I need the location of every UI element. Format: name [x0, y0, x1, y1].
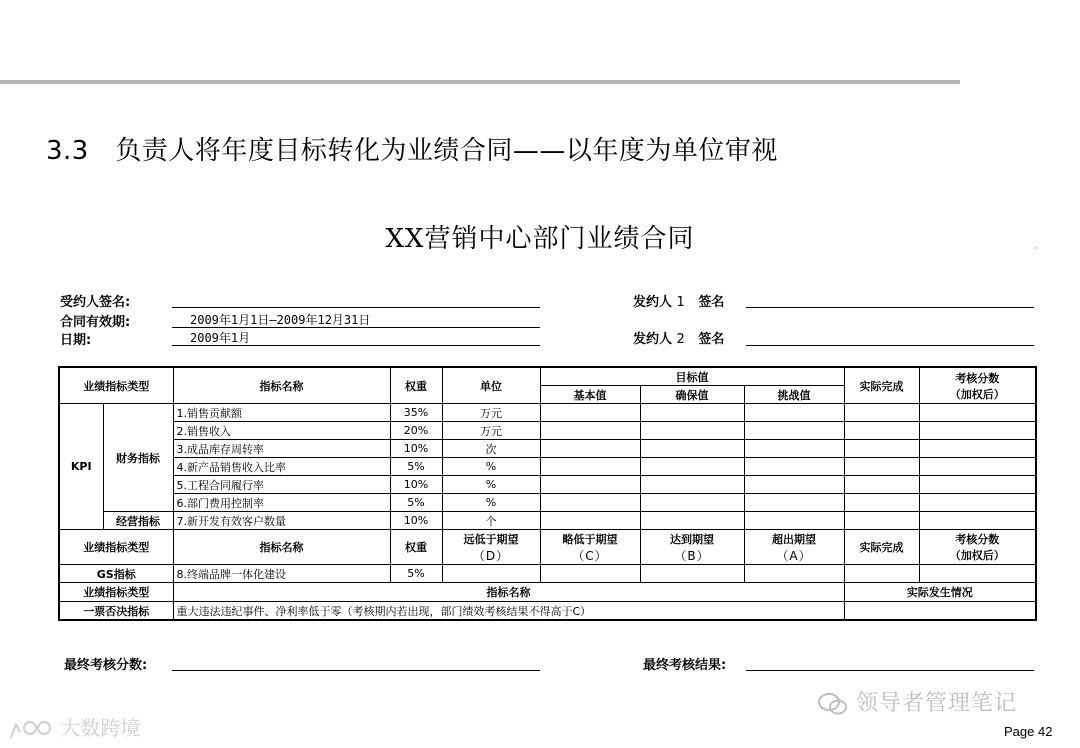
date-line [172, 345, 540, 346]
veto-type: 一票否决指标 [59, 602, 173, 621]
gs-row [59, 565, 1036, 583]
slide-title: 3.3 负责人将年度目标转化为业绩合同——以年度为单位审视 [46, 136, 778, 166]
valid-period-value: 2009年1月1日—2009年12月31日 [190, 313, 371, 327]
indicator-unit: 次 [442, 440, 540, 458]
header-weight: 权重 [390, 367, 442, 404]
header-score-label: 考核分数 [955, 371, 1000, 385]
indicator-unit: % [442, 494, 540, 512]
header2-b [640, 530, 744, 565]
gs-type: GS指标 [59, 565, 173, 583]
indicator-name: 4.新产品销售收入比率 [173, 458, 390, 476]
indicator-unit: % [442, 476, 540, 494]
date-value: 2009年1月 [190, 331, 251, 345]
indicator-unit: 万元 [442, 404, 540, 422]
issuer2-text: 发约人 [633, 332, 673, 347]
veto-row [59, 602, 1036, 621]
valid-period-label: 合同有效期: [60, 315, 131, 330]
ops-label: 经营指标 [103, 512, 173, 530]
header-row-1 [59, 367, 1036, 386]
header-row-3 [59, 583, 1036, 602]
header-target: 目标值 [540, 367, 844, 386]
header2-score-label: 考核分数 [955, 533, 1000, 546]
header-unit: 单位 [442, 367, 540, 404]
final-score-line [172, 670, 540, 671]
header2-c-label: 略低于期望 [562, 532, 618, 546]
indicator-weight: 10% [390, 476, 442, 494]
document-title: XX营销中心部门业绩合同 [385, 224, 695, 254]
gs-name: 8.终端品牌一体化建设 [173, 565, 390, 583]
header3-name: 指标名称 [173, 583, 844, 602]
header2-actual: 实际完成 [844, 530, 919, 565]
indicator-weight: 5% [390, 494, 442, 512]
indicator-name: 5.工程合同履行率 [173, 476, 390, 494]
header-challenge: 挑战值 [744, 386, 844, 404]
header-score-sub: （加权后） [949, 387, 1005, 401]
table-row [59, 494, 1036, 512]
header2-c [540, 530, 640, 565]
indicator-name: 2.销售收入 [173, 422, 390, 440]
indicator-unit: % [442, 458, 540, 476]
header2-type: 业绩指标类型 [59, 530, 173, 565]
issuer1-sign-line [746, 307, 1034, 308]
indicator-name: 3.成品库存周转率 [173, 440, 390, 458]
header2-a-label: 超出期望 [772, 532, 816, 546]
table-row [59, 422, 1036, 440]
header-guarantee: 确保值 [640, 386, 744, 404]
table-row [59, 458, 1036, 476]
header2-weight: 权重 [390, 530, 442, 565]
veto-desc: 重大违法违纪事件、净利率低于零（考核期内若出现，部门绩效考核结果不得高于C） [173, 602, 844, 621]
indicator-name: 7.新开发有效客户数量 [173, 512, 390, 530]
indicator-weight: 5% [390, 458, 442, 476]
indicator-name: 6.部门费用控制率 [173, 494, 390, 512]
indicator-name: 1.销售贡献额 [173, 404, 390, 422]
watermark-brand-text: 大数跨境 [60, 716, 141, 740]
finance-label: 财务指标 [103, 404, 173, 512]
indicator-unit: 万元 [442, 422, 540, 440]
gs-weight: 5% [390, 565, 442, 583]
header2-name: 指标名称 [173, 530, 390, 565]
stray-mark: · [1035, 244, 1038, 253]
table-row [59, 476, 1036, 494]
indicator-weight: 10% [390, 512, 442, 530]
header-type: 业绩指标类型 [59, 367, 173, 404]
header-row-2 [59, 530, 1036, 565]
indicator-unit: 个 [442, 512, 540, 530]
date-label: 日期: [60, 333, 92, 348]
final-result-label: 最终考核结果: [643, 658, 727, 673]
top-divider [0, 80, 960, 84]
table-row [59, 440, 1036, 458]
issuer2-sign-line [746, 345, 1034, 346]
issuer2-label [633, 328, 724, 347]
header3-type: 业绩指标类型 [59, 583, 173, 602]
header2-a [744, 530, 844, 565]
receiver-sign-line [172, 307, 540, 308]
issuer2-sign-label: 签名 [698, 332, 725, 347]
header-actual: 实际完成 [844, 367, 919, 404]
issuer2-number: 2 [676, 332, 685, 347]
header-basic: 基本值 [540, 386, 640, 404]
table-row [59, 404, 1036, 422]
receiver-sign-label: 受约人签名: [60, 295, 131, 310]
page-number: Page 42 [1004, 724, 1053, 739]
header-name: 指标名称 [173, 367, 390, 404]
header2-score-sub: （加权后） [949, 549, 1005, 562]
header3-actual: 实际发生情况 [844, 583, 1036, 602]
performance-contract-table [58, 366, 1037, 621]
header-score [919, 367, 1036, 404]
wechat-icon [818, 692, 848, 716]
header2-a-sub: （A） [776, 548, 812, 563]
valid-period-line [172, 327, 540, 328]
issuer1-sign-label: 签名 [698, 295, 725, 310]
issuer1-number: 1 [676, 295, 685, 310]
header2-d-sub: （D） [472, 548, 510, 563]
final-result-line [746, 670, 1034, 671]
header2-c-sub: （C） [572, 548, 608, 563]
watermark-wechat-text: 领导者管理笔记 [856, 691, 1018, 716]
header2-d [442, 530, 540, 565]
indicator-weight: 20% [390, 422, 442, 440]
watermark-wechat [818, 686, 1017, 717]
header2-d-label: 远低于期望 [463, 532, 519, 546]
indicator-weight: 10% [390, 440, 442, 458]
issuer1-label [633, 291, 724, 310]
header2-score [919, 530, 1036, 565]
issuer1-text: 发约人 [633, 295, 673, 310]
kpi-label: KPI [59, 404, 103, 530]
header2-b-sub: （B） [674, 548, 710, 563]
watermark-brand [8, 712, 140, 742]
table-row [59, 512, 1036, 530]
brand-logo-icon [8, 718, 54, 742]
header2-b-label: 达到期望 [670, 532, 714, 546]
final-score-label: 最终考核分数: [64, 658, 148, 673]
indicator-weight: 35% [390, 404, 442, 422]
